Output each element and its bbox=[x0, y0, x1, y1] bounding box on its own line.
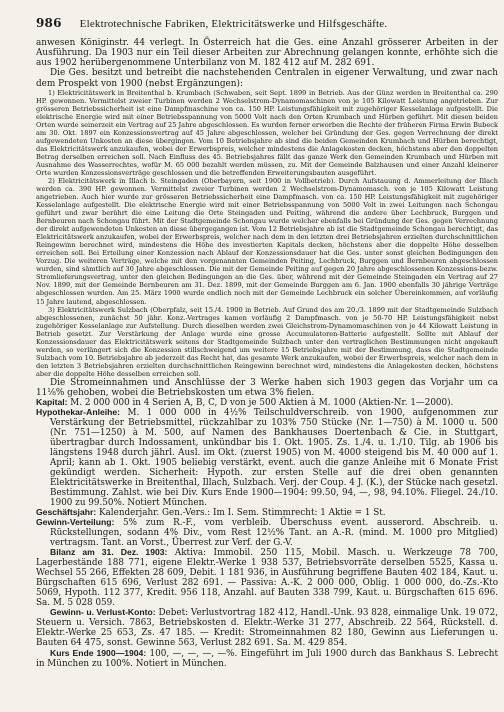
plant-paragraph-sulzbach: 3) Elektricitätswerk Sulzbach (Oberpfalz, seit 15./4. 1900 in Betrieb. Auf Grund des am 20./3. 1899 mit der Stadtgemeinde Sulzbach abgeschlossenen, zunächst 50 jähr. Konz.-Vertrages kamen vorläufig 2 Dampfmasch. von je 50-70 HP. Leistungsfähigkeit nebst zugehöriger Kesselanlage zur Aufstellung. Durch dieselben werden zwei Gleichstrom-Dynamomaschinen von je 44 Kilowatt Leistung in Betrieb gesetzt. Zur Verstärkung der Anlage wurde eine grosse Accumulatoren-Batterie aufgestellt. Sollte mit Ablauf der Konzessionsdauer das Elektricitätswerk seitens der Stadtgemeinde Sulzbach unter den vertraglichen Bestimmungen nicht angekauft werden, so verlängert sich die Konzession stillschweigend um weitere 15 Betriebsjahre mit der Bestimmung, dass die Stadtgemeinde Sulzbach vom 10. Betriebsjahre ab jederzeit das Recht hat, das gesamte Werk anzukaufen, wobei der Erwerbspreis, welcher nach dem in den letzten 3 Betriebsjahren erzielten durchschnittlichen Reingewinn berechnet wird, mindestens die Anlagekosten decken, höchstens aber die doppelte Höhe desselben erreichen soll. bbox=[36, 305, 498, 378]
fact-text: 100, —, —, —, —%. Eingeführt im Juli 1900 durch das Bankhaus S. Lebrecht in München zu 100%. Notiert in München. bbox=[36, 648, 498, 669]
fact-label: Geschäftsjahr: bbox=[36, 507, 97, 518]
plant-paragraph-illach: 2) Elektricitätswerk in Illach b. Steingaden (Oberbayern, seit 1900 in Vollbetrieb). Durch Aufstauung d. Ammerleitung der Illach werden ca. 390 HP. gewonnen. Vermittelst zweier Turbinen werden 2 Wechselstrom-Dynamomasch. von je 105 Kilowatt Leistung angetrieben. Auch hier wurde zur grösseren Betriebssicherheit eine Dampfmasch. von ca. 150 HP. Leistungsfähigkeit mit zugehöriger Kesselanlage aufgestellt. Die elektrische Energie wird mit einer Betriebsspannung von 5000 Volt in zwei Leitungen nach Schongau geführt und zwar berührt die eine Leitung die Orte Steingaden und Peiting, während die andere über Lechbruck, Burggen und Bernbeuren nach Schongau führt. Mit der Stadtgemeinde Schongau wurde welcher ebenfalls bei Gründung der Ges. gegen Verrechnung der direkt aufgewendeten Unkosten an diese übergegangen ist. Vom 12 Betriebsjahre ab ist die Stadtgemeinde Schongau berechtigt, das Elektricitätswerk anzukaufen, wobei der Erwerbspreis, welcher nach dem in den letzten drei Betriebsjahren erzielten durchschnittlichen Reingewinn berechnet wird, mindestens die Höhe des investierten Kapitals decken, höchstens aber die doppelte Höhe desselben erreichen soll. Bei Erteilung einer Konzession nach Ablauf der Konzessionsdauer hat die Ges. unter sonst gleichen Bedingungen den Vorzug. Die weiteren Verträge, welche mit den vorgenannten Gemeinden Peiting, Lechbruck, Burggen und Bernbeuren abgeschlossen wurden, sind sämtlich auf 30 Jahre abgeschlossen. Die mit der Gemeinde Peiting auf gegen 20 Jahre abgeschlossenen Konzessions-bezw. Stromlieferungsvertrag, unter den gleichen Bedingungen an die Ges. über, während mit der Gemeinde Steingaden ein Vertrag auf 27 Nov. 1899, mit der Gemeinde Bernbeuren am 31. Dez. 1899, mit der Gemeinde Burggen am 6. Jan. 1900 ebenfalls 30 jährige Verträge abgeschlossen wurden. Am 25. März 1900 wurde endlich noch mit der Gemeinde Lechbruck ein solcher Übereinkommen, auf vorläufig 15 Jahre lautend, abgeschlossen. bbox=[36, 177, 498, 306]
body-text bbox=[36, 38, 498, 669]
page-number: 986 bbox=[36, 16, 62, 30]
fact-text: M. 1 000 000 in 4½% Teilschuldverschreib. von 1900, aufgenommen zur Verstärkung der Betriebsmittel, rückzahlbar zu 103% 750 Stücke (Nr. 1—750) à M. 1000 u. 500 (Nr. 751—1250) à M. 500, auf Namen des Bankhauses Doertenbach & Cie. in Stuttgart, übertragbar durch Indossament, unkündbar bis 1. Okt. 1905. Zs. 1./4. u. 1./10. Tilg. ab 1906 bis längstens 1948 durch jährl. Ausl. im Okt. (zuerst 1905) von M. 4000 steigend bis M. 40 000 auf 1. April; kann ab 1. Okt. 1905 beliebig verstärkt, event. auch die ganze Anleihe mit 6 Monate Frist gekündigt werden. Sicherheit: Hypoth. zur ersten Stelle auf die drei oben genannten Elektricitätswerke in Breitenthal, Illach, Sulzbach. Verj. der Coup. 4 J. (K.), der Stücke nach gesetzl. Bestimmung. Zahlst. wie bei Div. Kurs Ende 1900—1904: 99.50, 94, —, 98, 94.10%. Fliegel. 24./10. 1900 zu 99.50%. Notiert München. bbox=[50, 408, 498, 509]
fact-label: Gewinn-Verteilung: bbox=[36, 517, 115, 528]
fact-label: Gewinn- u. Verlust-Konto: bbox=[50, 607, 156, 618]
fact-label: Kapital: bbox=[36, 397, 68, 408]
running-head bbox=[36, 16, 498, 30]
fact-label: Bilanz am 31. Dez. 1903: bbox=[50, 547, 168, 558]
plant-paragraph-breitenthal: 1) Elektricitätswerk in Breitenthal b. Krumbach (Schwaben, seit Sept. 1899 in Betrieb. Aus der Günz werden in Breitenthal ca. 290 HP. gewonnen. Vermittelst zweier Turbinen werden 2 Wechselstrom-Dynamomaschinen von je 105 Kilowatt Leistung angetrieben. Zur grösseren Betriebssicherheit ist eine Dampfmaschine von ca. 150 HP. Leistungsfähigkeit mit zugehöriger Kesselanlage aufgestellt. Die elektrische Energie wird mit einer Betriebsspannung von 5000 Volt nach den Orten Krumbach und Hürben geführt. Mit diesen beiden Orten wurde seinerzeit ein Vertrag auf 25 Jahre abgeschlossen. Es wurden ferner erworben die Rechte der früheren Firma Erwin Bubeck am 30. Okt. 1897 ein Konzessionsvertrag auf 45 Jahre abgeschlossen, welcher bei Gründung der Ges. gegen Verrechnung der direkt aufgewendeten Unkosten an diese übergingen. Vom 10 Betriebsjahre ab sind die beiden Gemeinden Krumbach und Hürben berechtigt, das Elektricitätswerk anzukaufen, wobei der Erwerbspreis, welcher mindestens die Anlagekosten decken, höchstens aber den doppelten Betrag derselben erreichen soll. Nach Einfluss des 45. Betriebsjahres fällt das ganze Werk den Gemeinden Krumbach und Hürben mit Ausnahme des Wasserrechtes, wofür M. 65 000 bezahlt werden müssen, zu. Mit der Gemeinde Balzhausen und einer Anzahl kleinerer Orte wurden Konzessionsverträge geschlossen und die betreffenden Erweiterungsbauten ausgeführt. bbox=[36, 88, 498, 178]
fact-text: M. 2 000 000 in 4 Serien A, B, C, D von je 500 Aktien à M. 1000 (Aktien-Nr. 1—2000). bbox=[67, 398, 454, 409]
fact-text: Aktiva: Immobil. 250 115, Mobil. Masch. u. Werkzeuge 78 700, Lagerbestände 188 771, eigene Elektr.-Werke 1 938 537, Betriebsvorräte derselben 5525, Kassa u. Wechsel 55 266, Effekten 28 609, Debit. 1 181 936, in Ausführung begriffene Bauten 402 184, Kaut. u. Bürgschaften 615 696, Verlust 282 691. — Passiva: A.-K. 2 000 000, Oblig. 1 000 000, do.-Zs.-Kto 5069, Hypoth. 112 377, Kredit. 956 118, Anzahl. auf Bauten 338 799, Kaut. u. Bürgschaften 615 696. Sa. M. 5 028 059. bbox=[36, 548, 498, 609]
running-title: Elektrotechnische Fabriken, Elektricitätswerke und Hilfsgeschäfte. bbox=[79, 18, 388, 30]
intro-paragraph: Die Ges. besitzt und betreibt die nachstehenden Centralen in eigener Verwaltung, und zwar nach dem Prospekt von 1900 (nebst Ergänzungen): bbox=[36, 68, 498, 89]
fact-label: Hypothekar-Anleihe: bbox=[36, 407, 121, 418]
fact-text: 5% zum R.-F., vom verbleib. Überschuss event. ausserord. Abschreib. u. Rückstellungen, sodann 4% Div., vom Rest 12½% Tant. an A.-R. (mind. M. 1000 pro Mitglied) vertragsm. Tant. an Vorst., Überrest zur Verf. der G.-V. bbox=[50, 518, 498, 549]
fact-price-history bbox=[36, 649, 498, 669]
fact-profit-loss bbox=[36, 608, 498, 648]
fact-mortgage-loan bbox=[36, 408, 498, 508]
intro-paragraph: anwesen Königinstr. 44 verlegt. In Österreich hat die Ges. eine Anzahl grösserer Arbeiten in der Ausführung. Da 1903 nur ein Teil dieser Arbeiten zur Abrechnung gelangen konnte, erhöhte sich die aus 1902 herübergenommene Unterbilanz von M. 182 412 auf M. 282 691. bbox=[36, 38, 498, 69]
fact-balance-sheet bbox=[36, 548, 498, 608]
closing-intro: Die Stromeinnahmen und Anschlüsse der 3 Werke haben sich 1903 gegen das Vorjahr um ca 11⅛% gehoben, wobei die Betriebskosten um etwa 3% fielen. bbox=[36, 377, 498, 398]
fact-text: Kalenderjahr. Gen.-Vers.: Im I. Sem. Stimmrecht: 1 Aktie = 1 St. bbox=[96, 508, 386, 519]
fact-label: Kurs Ende 1900—1904: bbox=[50, 647, 147, 658]
fact-profit-distribution bbox=[36, 518, 498, 548]
fact-text: Debet: Verlustvortrag 182 412, Handl.-Unk. 93 828, einmalige Unk. 19 072, Steuern u. Versich. 7863, Betriebskosten d. Elektr.-Werke 31 277, Abschreib. 22 564, Rückstell. d. Elektr.-Werke 25 653, Zs. 47 185. — Kredit: Stromeinnahmen 82 180, Gewinn aus Lieferungen u. Bauten 64 475, sonst. Gewinne 563, Verlust 282 691. Sa. M. 429 854. bbox=[36, 608, 499, 649]
